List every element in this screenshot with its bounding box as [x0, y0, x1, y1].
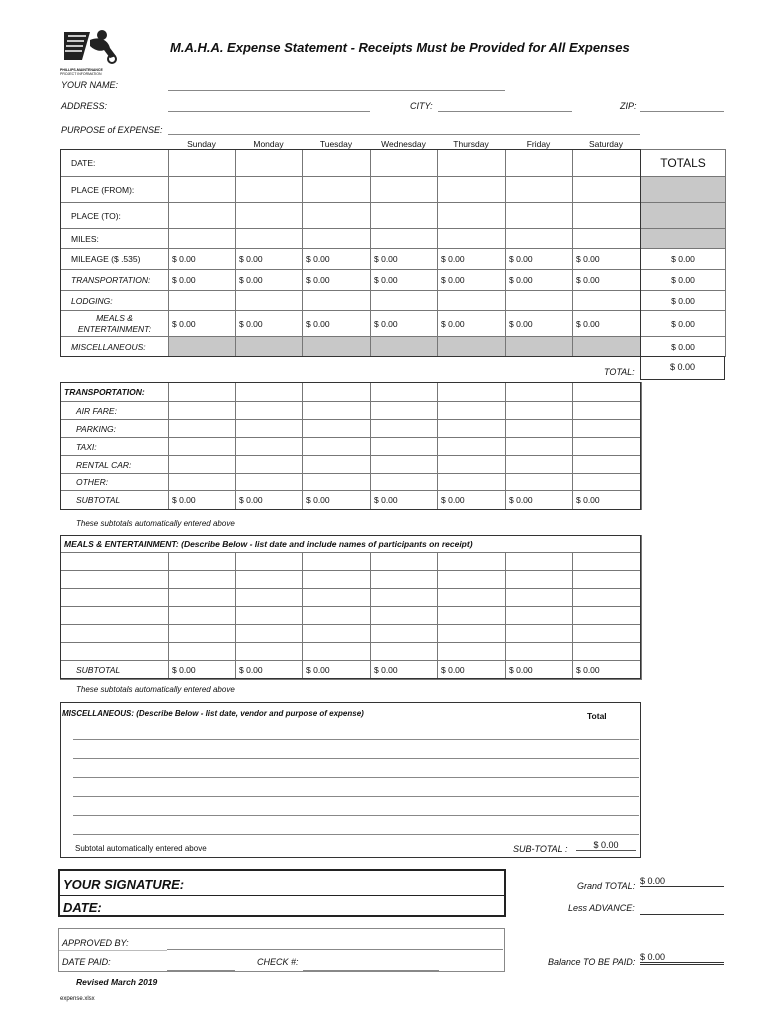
date-label: DATE:	[61, 150, 169, 177]
transportation-subtotal: $ 0.00	[371, 491, 438, 510]
row-lodging	[61, 291, 726, 311]
row-date	[61, 150, 726, 177]
miles-cell[interactable]	[303, 229, 371, 249]
mileage-value: $ 0.00	[438, 249, 506, 270]
day-header-tuesday: Tuesday	[319, 139, 353, 149]
city-label: CITY:	[410, 101, 433, 111]
meals-subtotal: $ 0.00	[506, 661, 573, 680]
transportation-value: $ 0.00	[303, 270, 371, 291]
meals-row	[61, 607, 642, 625]
lodging-cell[interactable]	[303, 291, 371, 311]
city-field[interactable]	[438, 111, 572, 112]
grand-total-box: $ 0.00	[640, 356, 725, 380]
transportation-subtotal: $ 0.00	[169, 491, 236, 510]
meals-subtotal-label: SUBTOTAL	[61, 661, 169, 680]
misc-line[interactable]	[73, 758, 639, 759]
transportation-value: $ 0.00	[236, 270, 303, 291]
transportation-value: $ 0.00	[506, 270, 573, 291]
row-to	[61, 203, 726, 229]
lodging-cell[interactable]	[506, 291, 573, 311]
miles-cell[interactable]	[236, 229, 303, 249]
transportation-note: These subtotals automatically entered above	[76, 519, 235, 528]
row-misc	[61, 337, 726, 357]
check-label: CHECK #:	[257, 957, 299, 967]
to-cell[interactable]	[506, 203, 573, 229]
meals-table	[60, 535, 642, 680]
meals-label-line-1: MEALS &	[96, 312, 133, 323]
meals-value: $ 0.00	[371, 311, 438, 337]
zip-label: ZIP:	[620, 101, 637, 111]
meals-row	[61, 625, 642, 643]
day-header-monday: Monday	[253, 139, 284, 149]
name-label: YOUR NAME:	[61, 80, 119, 90]
signature-date-label: DATE:	[63, 900, 102, 915]
to-cell[interactable]	[573, 203, 641, 229]
transportation-value: $ 0.00	[573, 270, 641, 291]
less-advance-field[interactable]	[640, 914, 724, 915]
balance-value: $ 0.00	[640, 952, 724, 965]
day-header-thursday: Thursday	[453, 139, 489, 149]
filename: expense.xlsx	[60, 996, 95, 1002]
misc-note: Subtotal automatically entered above	[75, 844, 207, 853]
less-advance-label: Less ADVANCE:	[568, 903, 635, 913]
purpose-field[interactable]	[168, 134, 640, 135]
mileage-value: $ 0.00	[303, 249, 371, 270]
meals-value: $ 0.00	[506, 311, 573, 337]
main-expense-table	[60, 149, 726, 357]
from-cell[interactable]	[169, 177, 236, 203]
from-cell[interactable]	[573, 177, 641, 203]
misc-label: MISCELLANEOUS:	[61, 337, 169, 357]
miles-cell[interactable]	[169, 229, 236, 249]
transportation-label: TRANSPORTATION:	[61, 270, 169, 291]
transportation-value: $ 0.00	[169, 270, 236, 291]
from-cell[interactable]	[236, 177, 303, 203]
to-cell[interactable]	[438, 203, 506, 229]
misc-box	[60, 702, 641, 858]
date-paid-label: DATE PAID:	[62, 957, 111, 967]
transportation-value: $ 0.00	[371, 270, 438, 291]
transportation-subtotal: $ 0.00	[236, 491, 303, 510]
parking-label: PARKING:	[61, 420, 169, 438]
to-cell[interactable]	[169, 203, 236, 229]
from-cell[interactable]	[303, 177, 371, 203]
mileage-value: $ 0.00	[371, 249, 438, 270]
check-field[interactable]	[303, 970, 439, 971]
day-header-wednesday: Wednesday	[381, 139, 426, 149]
meals-row	[61, 571, 642, 589]
transportation-subtotal: $ 0.00	[303, 491, 371, 510]
row-mileage	[61, 249, 726, 270]
misc-subtotal-value: $ 0.00	[576, 840, 636, 851]
meals-row	[61, 589, 642, 607]
from-cell[interactable]	[438, 177, 506, 203]
date-cell[interactable]	[506, 150, 573, 177]
totals-blank	[641, 229, 726, 249]
meals-total: $ 0.00	[641, 311, 726, 337]
lodging-cell[interactable]	[573, 291, 641, 311]
row-meals	[61, 311, 726, 337]
from-cell[interactable]	[371, 177, 438, 203]
other-label: OTHER:	[61, 474, 169, 491]
meals-subtotal: $ 0.00	[573, 661, 642, 680]
misc-subtotal-label: SUB-TOTAL :	[513, 844, 568, 854]
misc-total-header: Total	[587, 711, 607, 721]
to-cell[interactable]	[236, 203, 303, 229]
misc-line[interactable]	[73, 796, 639, 797]
approval-box	[58, 928, 505, 972]
meals-subtotal: $ 0.00	[169, 661, 236, 680]
meals-row	[61, 643, 642, 661]
date-cell[interactable]	[236, 150, 303, 177]
approved-by-label: APPROVED BY:	[62, 938, 129, 948]
meals-label-line-2: ENTERTAINMENT:	[77, 323, 152, 334]
lodging-label: LODGING:	[61, 291, 169, 311]
day-header-friday: Friday	[526, 139, 551, 149]
miles-cell[interactable]	[438, 229, 506, 249]
miles-cell[interactable]	[371, 229, 438, 249]
meals-label	[61, 311, 169, 337]
date-cell[interactable]	[371, 150, 438, 177]
logo-text-1: PHILLIPS-MAINTENANCE	[60, 68, 103, 72]
from-cell[interactable]	[506, 177, 573, 203]
meals-value: $ 0.00	[236, 311, 303, 337]
to-cell[interactable]	[371, 203, 438, 229]
signature-date-field[interactable]	[110, 898, 500, 914]
rental-car-label: RENTAL CAR:	[61, 456, 169, 474]
approval-divider	[59, 950, 167, 951]
date-cell[interactable]	[169, 150, 236, 177]
meals-value: $ 0.00	[573, 311, 641, 337]
misc-line[interactable]	[73, 815, 639, 816]
meals-subtotal: $ 0.00	[303, 661, 371, 680]
logo	[60, 26, 128, 76]
meals-subtotal: $ 0.00	[236, 661, 303, 680]
name-field[interactable]	[168, 90, 505, 91]
mileage-value: $ 0.00	[506, 249, 573, 270]
date-paid-field[interactable]	[167, 970, 235, 971]
row-miles	[61, 229, 726, 249]
signature-box	[58, 869, 506, 917]
meals-subtotal: $ 0.00	[438, 661, 506, 680]
grand-total-value: $ 0.00	[640, 876, 724, 887]
mileage-value: $ 0.00	[236, 249, 303, 270]
balance-label: Balance TO BE PAID:	[548, 957, 636, 967]
totals-blank	[641, 203, 726, 229]
misc-total: $ 0.00	[641, 337, 726, 357]
transportation-total: $ 0.00	[641, 270, 726, 291]
day-header-saturday: Saturday	[588, 139, 624, 149]
miles-label: MILES:	[61, 229, 169, 249]
miles-cell[interactable]	[573, 229, 641, 249]
revised-note: Revised March 2019	[76, 977, 158, 987]
misc-line[interactable]	[73, 834, 639, 835]
date-cell[interactable]	[438, 150, 506, 177]
mileage-value: $ 0.00	[169, 249, 236, 270]
meals-note: These subtotals automatically entered above	[76, 685, 235, 694]
transportation-table	[60, 382, 642, 510]
lodging-cell[interactable]	[371, 291, 438, 311]
transportation-heading: TRANSPORTATION:	[61, 383, 169, 402]
page-title: M.A.H.A. Expense Statement - Receipts Must be Provided for All Expenses	[170, 40, 630, 55]
transportation-subtotal: $ 0.00	[573, 491, 642, 510]
address-field[interactable]	[168, 111, 370, 112]
date-cell[interactable]	[303, 150, 371, 177]
meals-value: $ 0.00	[169, 311, 236, 337]
purpose-label: PURPOSE of EXPENSE:	[61, 125, 163, 135]
mileage-total: $ 0.00	[641, 249, 726, 270]
miles-cell[interactable]	[506, 229, 573, 249]
transportation-subtotal-label: SUBTOTAL	[61, 491, 169, 510]
logo-text-2: PROJECT INFORMATION	[60, 72, 102, 76]
signature-divider	[60, 895, 504, 896]
zip-field[interactable]	[640, 111, 724, 112]
misc-line[interactable]	[73, 777, 639, 778]
transportation-subtotal: $ 0.00	[438, 491, 506, 510]
transportation-value: $ 0.00	[438, 270, 506, 291]
meals-heading: MEALS & ENTERTAINMENT: (Describe Below - list date and include names of participants on receipt)	[61, 536, 642, 553]
signature-label: YOUR SIGNATURE:	[63, 877, 185, 892]
row-transportation	[61, 270, 726, 291]
address-label: ADDRESS:	[61, 101, 108, 111]
meals-subtotal: $ 0.00	[371, 661, 438, 680]
mileage-label: MILEAGE ($ .535)	[61, 249, 169, 270]
totals-blank	[641, 177, 726, 203]
misc-heading: MISCELLANEOUS: (Describe Below - list date, vendor and purpose of expense)	[62, 709, 364, 718]
day-header-sunday: Sunday	[187, 139, 216, 149]
grand-total-label: Grand TOTAL:	[577, 881, 636, 891]
mileage-value: $ 0.00	[573, 249, 641, 270]
from-label: PLACE (FROM):	[61, 177, 169, 203]
row-from	[61, 177, 726, 203]
maha-logo-icon	[60, 26, 128, 66]
to-label: PLACE (TO):	[61, 203, 169, 229]
taxi-label: TAXI:	[61, 438, 169, 456]
lodging-total: $ 0.00	[641, 291, 726, 311]
signature-field[interactable]	[190, 873, 500, 893]
lodging-cell[interactable]	[438, 291, 506, 311]
meals-value: $ 0.00	[438, 311, 506, 337]
misc-line[interactable]	[73, 739, 639, 740]
meals-value: $ 0.00	[303, 311, 371, 337]
to-cell[interactable]	[303, 203, 371, 229]
total-label: TOTAL:	[604, 367, 635, 377]
date-cell[interactable]	[573, 150, 641, 177]
totals-header: TOTALS	[641, 150, 726, 177]
lodging-cell[interactable]	[169, 291, 236, 311]
approved-by-field[interactable]	[167, 949, 503, 950]
air-fare-label: AIR FARE:	[61, 402, 169, 420]
lodging-cell[interactable]	[236, 291, 303, 311]
meals-row	[61, 553, 642, 571]
transportation-subtotal: $ 0.00	[506, 491, 573, 510]
